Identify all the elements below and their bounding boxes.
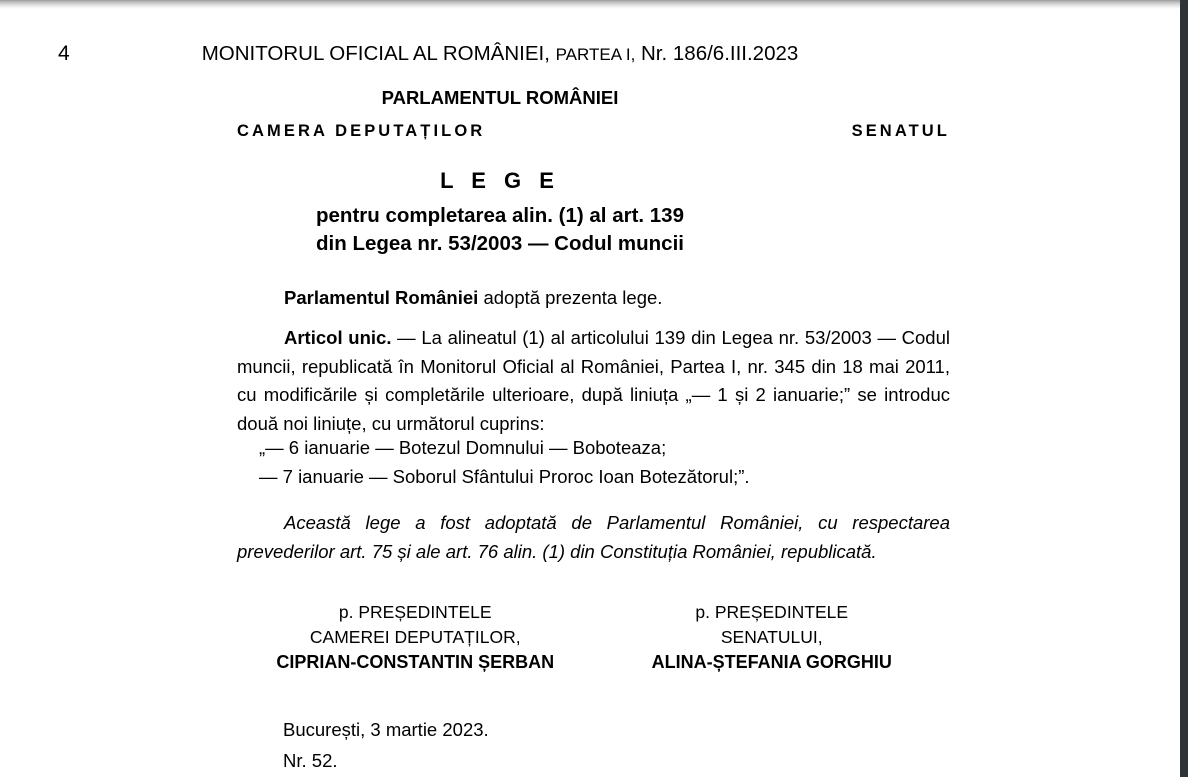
law-title-block (0, 166, 1000, 258)
law-title-line-1: pentru completarea alin. (1) al art. 139 (316, 204, 684, 227)
inserted-dash-item-2: — 7 ianuarie — Soborul Sfântului Proroc Ioan Botezătorul;”. (259, 465, 750, 487)
law-title-line-2: din Legea nr. 53/2003 — Codul muncii (316, 232, 684, 255)
running-header-title (0, 41, 1000, 68)
running-header-part: PARTEA I, (555, 45, 636, 64)
running-header (0, 41, 1000, 67)
article-label: Articol unic. (284, 327, 392, 348)
footer-number: Nr. 52. (283, 750, 338, 771)
law-kind-label: L E G E (440, 168, 560, 193)
signature-deputies-role-line-1: p. PREȘEDINTELE (338, 602, 492, 622)
parliament-heading: PARLAMENTUL ROMÂNIEI (381, 87, 619, 108)
page-number: 4 (58, 42, 70, 65)
enacting-clause-subject: Parlamentul României (284, 287, 479, 308)
signature-block (237, 600, 950, 675)
document-footer (283, 714, 489, 776)
inserted-dashes-list (237, 434, 950, 491)
footer-place-date: București, 3 martie 2023. (283, 719, 489, 740)
signature-senate-role-line-1: p. PREȘEDINTELE (695, 602, 849, 622)
signature-deputies-name: CIPRIAN-CONSTANTIN ȘERBAN (276, 652, 555, 672)
running-header-main: MONITORUL OFICIAL AL ROMÂNIEI, (201, 42, 550, 65)
chamber-deputies-label: CAMERA DEPUTAȚILOR (237, 122, 486, 140)
inserted-dash-item-1: „— 6 ianuarie — Botezul Domnului — Boboteaza; (259, 437, 667, 458)
chambers-row (237, 122, 950, 144)
enacting-clause-rest: adoptă prezenta lege. (478, 287, 663, 308)
article-paragraph (237, 324, 950, 438)
vertical-scrollbar[interactable] (1180, 0, 1188, 777)
signature-deputies-role-line-2: CAMEREI DEPUTAȚILOR, (309, 627, 521, 647)
signature-senate-name: ALINA-ȘTEFANIA GORGHIU (651, 652, 892, 672)
law-title (0, 202, 1000, 258)
signature-deputies (237, 600, 594, 675)
adoption-note: Această lege a fost adoptată de Parlamentul României, cu respectarea prevederilor art. 75 și ale art. 76 alin. (1) din Constituția României, republicată. (237, 512, 950, 562)
article-text: — La alineatul (1) al articolului 139 din Legea nr. 53/2003 — Codul muncii, republicată în Monitorul Oficial al României, Partea I, nr. 345 din 18 mai 2011, cu modificările și completările ulterioare, după liniuța „— 1 și 2 ianuarie;” se introduc două noi liniuțe, cu următorul cuprins: (237, 327, 950, 434)
running-header-issue: Nr. 186/6.III.2023 (641, 42, 799, 65)
chamber-senate-label: SENATUL (851, 122, 950, 140)
signature-senate-role-line-2: SENATULUI, (720, 627, 823, 647)
enacting-clause (237, 285, 950, 311)
signature-senate (594, 600, 951, 675)
